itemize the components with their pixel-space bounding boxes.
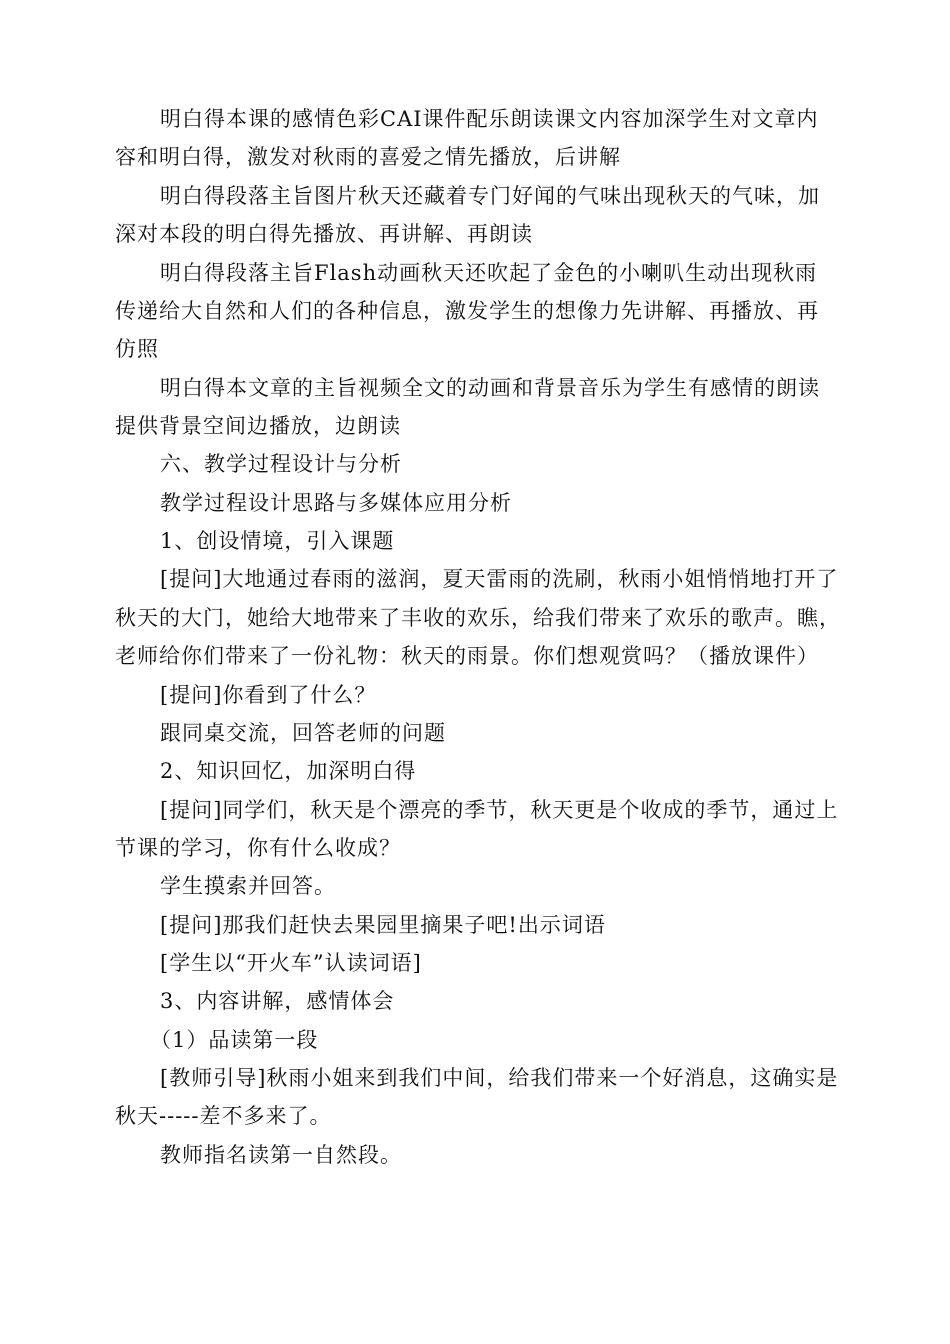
- paragraph-line: 容和明白得，激发对秋雨的喜爱之情先播放，后讲解: [115, 145, 621, 169]
- paragraph-line: 明白得段落主旨图片秋天还藏着专门好闻的气味出现秋天的气味，加: [160, 184, 820, 208]
- paragraph-line: [提问]你看到了什么？: [160, 683, 377, 707]
- paragraph-line: 仿照: [115, 337, 159, 361]
- paragraph-line: [提问]大地通过春雨的滋润，夏天雷雨的洗刷，秋雨小姐悄悄地打开了: [160, 567, 839, 591]
- paragraph-line: 明白得本课的感情色彩CAI课件配乐朗读课文内容加深学生对文章内: [160, 107, 819, 131]
- paragraph-line: 学生摸索并回答。: [160, 874, 336, 898]
- step-heading: 3、内容讲解，感情体会: [160, 989, 395, 1013]
- paragraph-line: 传递给大自然和人们的各种信息，激发学生的想像力先讲解、再播放、再: [115, 299, 819, 323]
- paragraph-line: 老师给你们带来了一份礼物：秋天的雨景。你们想观赏吗？（播放课件）: [115, 644, 819, 668]
- paragraph-line: 提供背景空间边播放，边朗读: [115, 414, 401, 438]
- paragraph-line: 明白得段落主旨Flash动画秋天还吹起了金色的小喇叭生动出现秋雨: [160, 261, 818, 285]
- paragraph-line: 教师指名读第一自然段。: [160, 1143, 402, 1167]
- paragraph-line: [学生以“开火车”认读词语]: [160, 951, 422, 975]
- paragraph-line: 深对本段的明白得先播放、再讲解、再朗读: [115, 222, 533, 246]
- step-heading: 2、知识回忆，加深明白得: [160, 759, 417, 783]
- paragraph-line: 秋天-----差不多来了。: [115, 1104, 332, 1128]
- paragraph-line: 秋天的大门，她给大地带来了丰收的欢乐，给我们带来了欢乐的歌声。瞧，: [115, 606, 841, 630]
- sub-heading: 教学过程设计思路与多媒体应用分析: [160, 491, 512, 515]
- paragraph-line: 明白得本文章的主旨视频全文的动画和背景音乐为学生有感情的朗读: [160, 376, 820, 400]
- sub-step-heading: （1）品读第一段: [150, 1028, 319, 1052]
- paragraph-line: 跟同桌交流，回答老师的问题: [160, 721, 446, 745]
- paragraph-line: 节课的学习，你有什么收成？: [115, 836, 401, 860]
- paragraph-line: [教师引导]秋雨小姐来到我们中间，给我们带来一个好消息，这确实是: [160, 1066, 839, 1090]
- paragraph-line: [提问]同学们，秋天是个漂亮的季节，秋天更是个收成的季节，通过上: [160, 798, 839, 822]
- paragraph-line: [提问]那我们赶快去果园里摘果子吧!出示词语: [160, 913, 606, 937]
- step-heading: 1、创设情境，引入课题: [160, 529, 395, 553]
- section-heading: 六、教学过程设计与分析: [160, 452, 402, 476]
